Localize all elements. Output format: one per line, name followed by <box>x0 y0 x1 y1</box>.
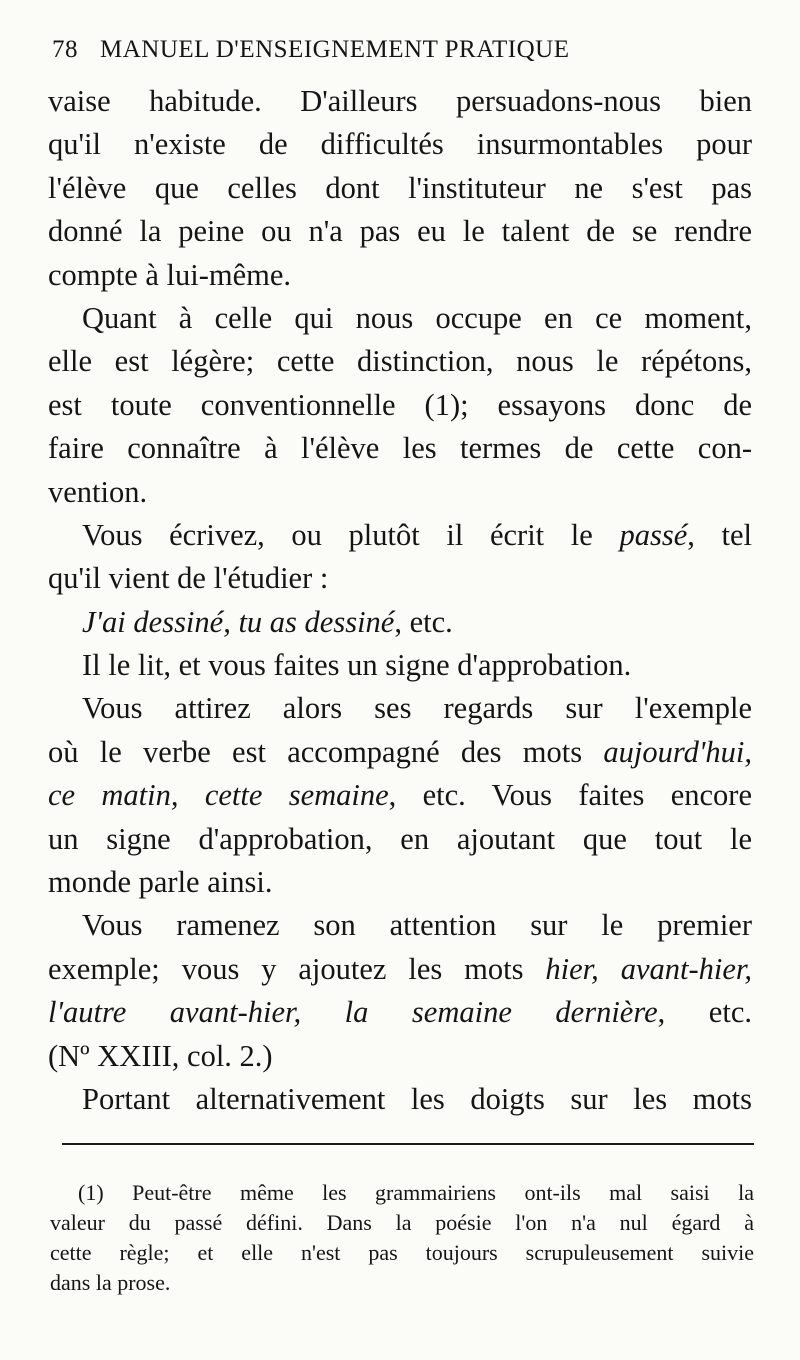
text-segment: , etc. Vous faites encore <box>388 778 752 813</box>
text-line: elle est légère; cette distinction, nous le répétons, <box>48 344 752 379</box>
footnote-divider <box>62 1143 754 1145</box>
text-line: Il le lit, et vous faites un signe d'approbation. <box>82 648 632 683</box>
italic-term: passé <box>619 517 688 552</box>
text-line <box>48 948 752 991</box>
italic-term: hier, avant-hier, <box>545 951 752 986</box>
text-line: qu'il vient de l'étudier : <box>48 561 329 596</box>
page-number: 78 <box>52 36 78 63</box>
main-text <box>48 80 752 1121</box>
text-line: (Nº XXIII, col. 2.) <box>48 1038 273 1073</box>
text-line: donné la peine ou n'a pas eu le talent de se rendre <box>48 214 752 249</box>
text-segment: , tel <box>687 517 752 552</box>
text-line: Quant à celle qui nous occupe en ce moment, <box>82 300 752 335</box>
page-header <box>52 36 752 64</box>
text-segment: Vous écrivez, ou plutôt il écrit le <box>82 517 620 552</box>
footnote-line: (1) Peut-être même les grammairiens ont-ils mal saisi la <box>78 1180 754 1205</box>
text-line: vention. <box>48 474 148 509</box>
italic-example: J'ai dessiné, tu as dessiné <box>82 604 395 639</box>
text-line <box>48 731 752 774</box>
text-line: compte à lui-même. <box>48 257 292 292</box>
text-segment: , etc. <box>394 604 453 639</box>
text-line: un signe d'approbation, en ajoutant que tout le <box>48 821 752 856</box>
text-line: monde parle ainsi. <box>48 865 273 900</box>
running-title: MANUEL D'ENSEIGNEMENT PRATIQUE <box>100 36 570 63</box>
example-line <box>48 601 752 644</box>
text-line: Portant alternativement les doigts sur les mots <box>82 1081 752 1116</box>
footnote-line: dans la prose. <box>50 1270 171 1295</box>
italic-term: ce matin, cette semaine <box>48 778 389 813</box>
italic-term: l'autre avant-hier, la semaine dernière <box>48 995 658 1030</box>
text-line: Vous ramenez son attention sur le premier <box>82 908 752 943</box>
footnote <box>50 1178 754 1298</box>
text-line: faire connaître à l'élève les termes de cette con- <box>48 431 752 466</box>
text-line: l'élève que celles dont l'instituteur ne s'est pas <box>48 170 752 205</box>
text-line: Vous attirez alors ses regards sur l'exemple <box>82 691 752 726</box>
text-line: est toute conventionnelle (1); essayons donc de <box>48 387 752 422</box>
italic-term: aujourd'hui, <box>603 734 752 769</box>
footnote-line: valeur du passé défini. Dans la poésie l'on n'a nul égard à <box>50 1210 754 1235</box>
text-segment: , etc. <box>657 995 752 1030</box>
text-line <box>48 514 752 557</box>
text-segment: où le verbe est accompagné des mots <box>48 734 604 769</box>
text-line <box>48 774 752 817</box>
text-line <box>48 991 752 1034</box>
text-segment: exemple; vous y ajoutez les mots <box>48 951 546 986</box>
footnote-line: cette règle; et elle n'est pas toujours scrupuleusement suivie <box>50 1240 754 1265</box>
text-line: vaise habitude. D'ailleurs persuadons-nous bien <box>48 84 752 118</box>
text-line: qu'il n'existe de difficultés insurmontables pour <box>48 127 752 162</box>
